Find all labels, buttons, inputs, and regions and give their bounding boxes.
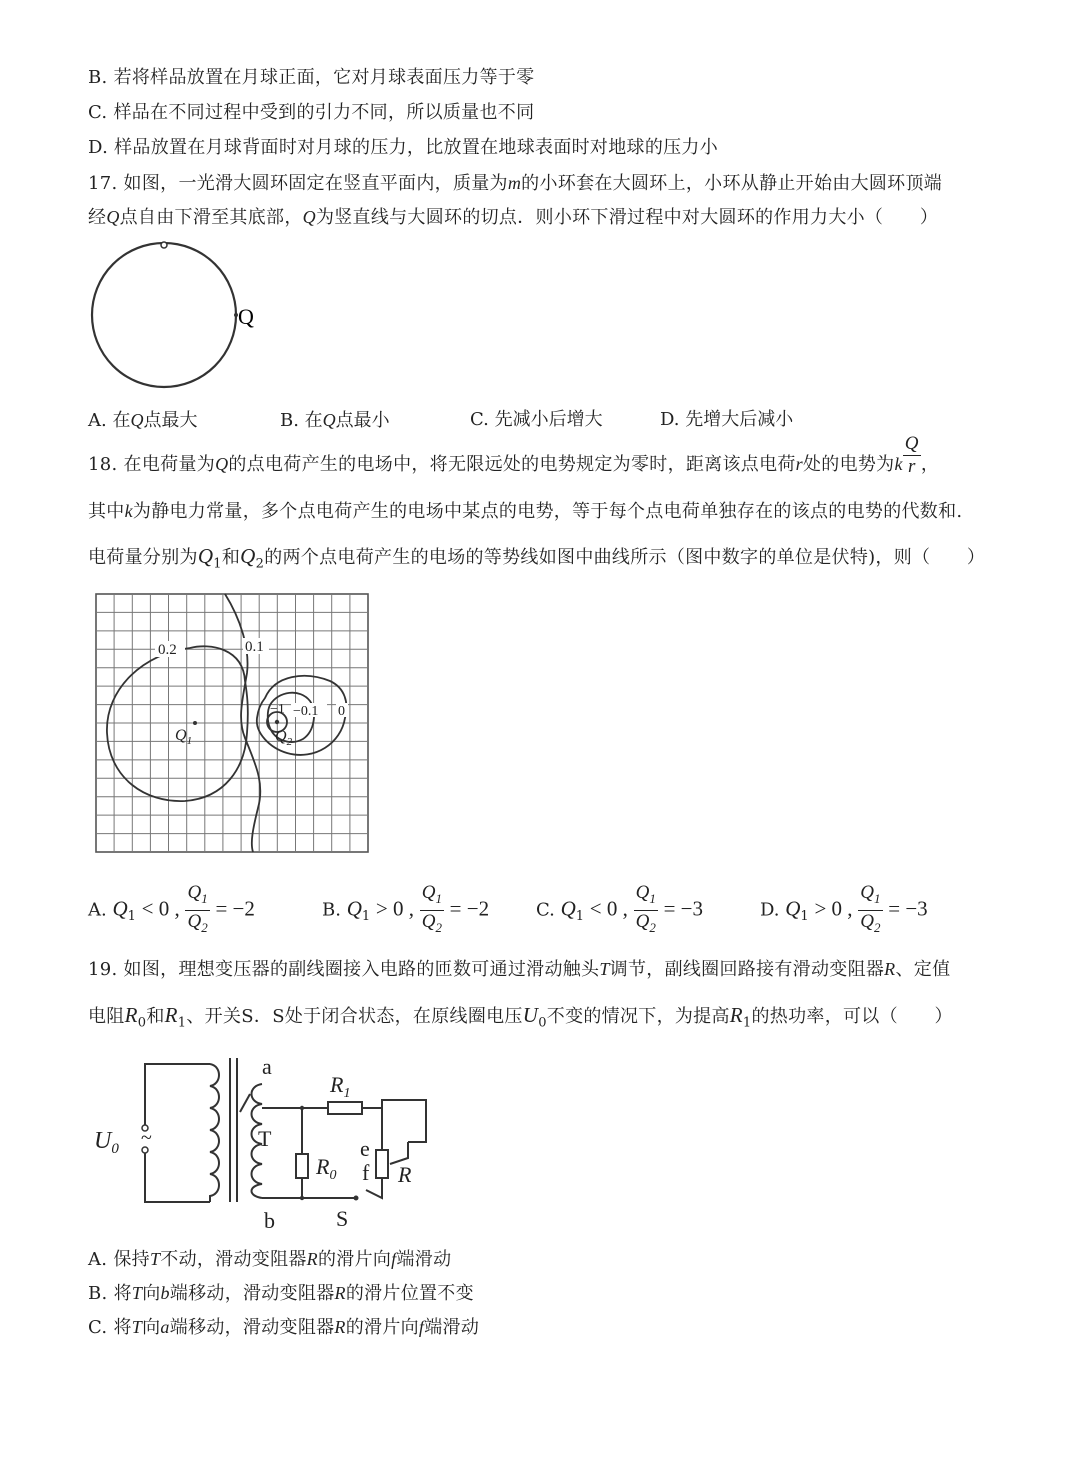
label-b: b [264,1208,275,1233]
q18-option-b: B. $Q_1 > 0$ , $\frac{Q_1}{Q_2}$ = −2 [322,882,490,935]
label-q2: $Q_2$ [275,728,293,748]
q19-stem-line2: 电阻$R_0$和$R_1$、开关S．S处于闭合状态，在原线圈电压$U_0$不变的情况下，为提高$R_1$的热功率，可以（ ） [88,1003,953,1031]
label-0.1: 0.1 [245,639,264,655]
label-a: a [262,1054,272,1079]
large-ring [92,243,236,387]
label-r1: $R_1$ [330,1072,351,1101]
label-minus-0.1: −0.1 [293,704,319,719]
potential-fraction: $\frac{Q}{r}$ [904,432,919,477]
rheostat-slider [390,1142,408,1164]
q17-stem-line1: 17. 如图，一光滑大圆环固定在竖直平面内，质量为m的小环套在大圆环上，小环从静止开始由大圆环顶端 [88,173,943,194]
q18-option-c: C. $Q_1 < 0$ , $\frac{Q_1}{Q_2}$ = −3 [536,882,704,935]
label-minus-1: −1 [270,702,285,717]
junction-dot-top [300,1106,304,1110]
q16-option-c: C. 样品在不同过程中受到的引力不同，所以质量也不同 [88,102,535,123]
slider-arrow-t [240,1094,250,1112]
q18-stem-line2: 其中k为静电力常量，多个点电荷产生的电场中某点的电势，等于每个点电荷单独存在的该点的电势的代数和. [88,501,963,522]
label-q1: $Q_1$ [175,727,193,747]
q16-option-d: D. 样品放置在月球背面时对月球的压力，比放置在地球表面时对地球的压力小 [88,137,719,158]
junction-dot-bottom [300,1196,304,1200]
source-label-u0: $U_0$ [94,1128,119,1157]
source-tilde: ~ [141,1127,152,1149]
resistor-r0 [296,1154,308,1178]
small-ring [161,242,167,248]
grid [96,594,368,852]
label-f: f [362,1160,370,1185]
label-s: S [336,1206,349,1231]
q18-option-a: A. $Q_1 < 0$ , $\frac{Q_1}{Q_2}$ = −2 [88,882,255,935]
primary-wire [145,1064,210,1202]
equipotential-figure [95,593,370,855]
transformer-core [230,1058,237,1202]
q17-option-d: D. 先增大后减小 [660,409,794,430]
label-e: e [360,1136,370,1161]
point-q-label: Q [238,304,254,329]
q17-stem-line2: 经Q点自由下滑至其底部，Q为竖直线与大圆环的切点．则小环下滑过程中对大圆环的作用力大小（ ） [88,207,939,228]
q18-stem-line3: 电荷量分别为$Q_1$和$Q_2$的两个点电荷产生的电场的等势线如图中曲线所示（图中数字的单位是伏特)，则（ ） [88,544,986,572]
label-r0: $R_0$ [316,1154,337,1183]
q2-charge-dot [275,720,279,724]
rheostat-r [376,1150,388,1178]
q16-option-b: B. 若将样品放置在月球正面，它对月球表面压力等于零 [88,67,535,88]
q17-option-b: B. 在Q点最小 [280,410,390,431]
q17-option-c: C. 先减小后增大 [470,409,603,430]
q1-charge-dot [193,721,197,725]
label-t: T [258,1126,272,1151]
q19-option-c: C. 将T向a端移动，滑动变阻器R的滑片向f端滑动 [88,1317,480,1338]
q19-stem-line1: 19. 如图，理想变压器的副线圈接入电路的匝数可通过滑动触头T调节，副线圈回路接有滑动变阻器R、定值 [88,959,951,980]
label-0: 0 [338,704,345,719]
q17-option-a: A. 在Q点最大 [88,410,198,431]
transformer-circuit [90,1050,440,1235]
resistor-r1 [328,1102,362,1114]
label-r: R [398,1162,412,1187]
q18-stem-line1: 18. 在电荷量为Q的点电荷产生的电场中，将无限远处的电势规定为零时，距离该点电荷r处的电势为k $\frac{Q}{r}$ ， [88,432,940,477]
q19-option-a: A. 保持T不动，滑动变阻器R的滑片向f端滑动 [88,1249,452,1270]
q18-option-d: D. $Q_1 > 0$ , $\frac{Q_1}{Q_2}$ = −3 [760,882,928,935]
switch-s-pivot [355,1197,358,1200]
primary-coil [210,1064,219,1202]
q19-option-b: B. 将T向b端移动，滑动变阻器R的滑片位置不变 [88,1283,474,1304]
q17-ring-figure [88,240,278,400]
label-0.2: 0.2 [158,642,177,658]
